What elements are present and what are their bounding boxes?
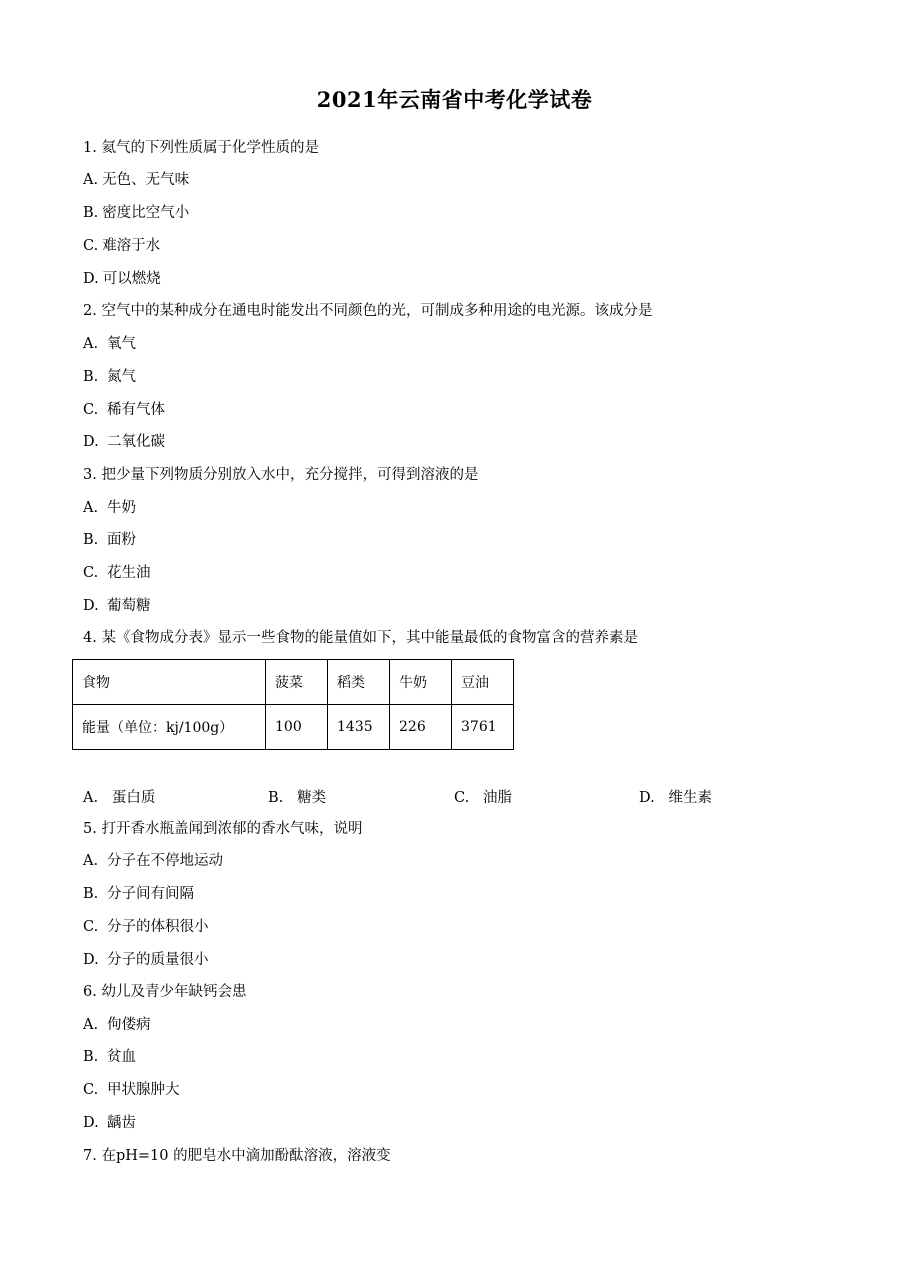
question-4-stem: 4. 某《食物成分表》显示一些食物的能量值如下，其中能量最低的食物富含的营养素是 (83, 630, 638, 646)
question-4-option-b: B. 糖类 (268, 790, 327, 806)
question-5-option-d: D. 分子的质量很小 (83, 952, 209, 968)
table-cell: 能量（单位：kj/100g） (73, 705, 266, 750)
question-3-option-d: D. 葡萄糖 (83, 598, 151, 614)
table-cell: 3761 (452, 705, 514, 750)
table-header-row (73, 660, 514, 705)
question-3-stem: 3. 把少量下列物质分别放入水中，充分搅拌，可得到溶液的是 (83, 467, 479, 483)
question-6-stem: 6. 幼儿及青少年缺钙会患 (83, 984, 247, 1000)
question-2-option-a: A. 氧气 (83, 336, 136, 352)
page-title: 2021年云南省中考化学试卷 (316, 87, 593, 112)
question-1-stem: 1. 氦气的下列性质属于化学性质的是 (83, 140, 319, 156)
question-5-option-a: A. 分子在不停地运动 (83, 853, 223, 869)
question-6-option-c: C. 甲状腺肿大 (83, 1082, 180, 1098)
question-5-option-b: B. 分子间有间隔 (83, 886, 194, 902)
table-cell: 食物 (73, 660, 266, 705)
question-6-option-b: B. 贫血 (83, 1049, 136, 1065)
table-cell: 稻类 (328, 660, 390, 705)
question-2-option-b: B. 氮气 (83, 369, 136, 385)
question-4-option-a: A. 蛋白质 (83, 790, 156, 806)
table-cell: 1435 (328, 705, 390, 750)
question-1-option-c: C. 难溶于水 (83, 238, 161, 254)
table-cell: 100 (266, 705, 328, 750)
question-2-option-c: C. 稀有气体 (83, 402, 165, 418)
question-5-stem: 5. 打开香水瓶盖闻到浓郁的香水气味，说明 (83, 821, 363, 837)
table-cell: 226 (390, 705, 452, 750)
question-1-option-a: A. 无色、无气味 (83, 172, 190, 188)
table-cell: 牛奶 (390, 660, 452, 705)
question-2-option-d: D. 二氧化碳 (83, 434, 165, 450)
question-3-option-a: A. 牛奶 (83, 500, 136, 516)
question-6-option-a: A. 佝偻病 (83, 1017, 151, 1033)
question-1-option-b: B. 密度比空气小 (83, 205, 190, 221)
question-4-option-c: C. 油脂 (454, 790, 513, 806)
table-cell: 豆油 (452, 660, 514, 705)
question-6-option-d: D. 龋齿 (83, 1115, 136, 1131)
question-2-stem: 2. 空气中的某种成分在通电时能发出不同颜色的光，可制成多种用途的电光源。该成分是 (83, 303, 653, 319)
question-5-option-c: C. 分子的体积很小 (83, 919, 209, 935)
table-row (73, 705, 514, 750)
question-3-option-c: C. 花生油 (83, 565, 151, 581)
table-cell: 菠菜 (266, 660, 328, 705)
question-4-option-d: D. 维生素 (639, 790, 713, 806)
food-energy-table (72, 659, 514, 750)
question-1-option-d: D. 可以燃烧 (83, 271, 161, 287)
question-7-stem: 7. 在pH=10 的肥皂水中滴加酚酞溶液，溶液变 (83, 1148, 391, 1164)
question-3-option-b: B. 面粉 (83, 532, 136, 548)
